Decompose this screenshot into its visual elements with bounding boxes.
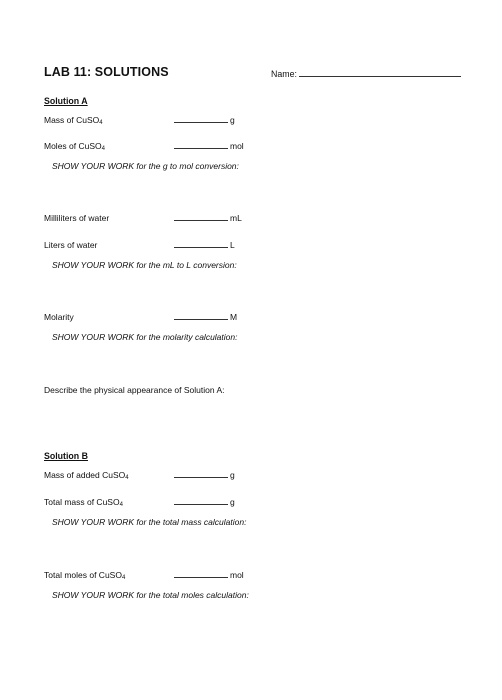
mass-cuso4-label: Mass of CuSO4 bbox=[44, 115, 103, 126]
work-molarity-instruction: SHOW YOUR WORK for the molarity calculation: bbox=[52, 332, 238, 342]
name-field[interactable] bbox=[271, 68, 461, 79]
work-total-moles-instruction: SHOW YOUR WORK for the total moles calculation: bbox=[52, 590, 249, 600]
molarity-blank[interactable] bbox=[174, 311, 228, 320]
molarity-label: Molarity bbox=[44, 312, 74, 322]
liters-water-label: Liters of water bbox=[44, 240, 98, 250]
molarity-unit: M bbox=[230, 312, 238, 322]
total-moles-cuso4-unit: mol bbox=[230, 570, 244, 580]
total-moles-cuso4-label: Total moles of CuSO4 bbox=[44, 570, 126, 581]
mass-cuso4-blank[interactable] bbox=[174, 114, 228, 123]
name-label: Name: bbox=[271, 69, 297, 79]
ml-water-label: Milliliters of water bbox=[44, 213, 110, 223]
describe-solution-a-prompt: Describe the physical appearance of Solution A: bbox=[44, 385, 225, 395]
mass-cuso4-unit: g bbox=[230, 115, 235, 125]
page-title: LAB 11: SOLUTIONS bbox=[44, 65, 169, 79]
ml-water-blank[interactable] bbox=[174, 212, 228, 221]
liters-water-blank[interactable] bbox=[174, 239, 228, 248]
added-mass-cuso4-label: Mass of added CuSO4 bbox=[44, 470, 129, 481]
moles-cuso4-unit: mol bbox=[230, 141, 244, 151]
moles-cuso4-label: Moles of CuSO4 bbox=[44, 141, 105, 152]
work-g-to-mol-instruction: SHOW YOUR WORK for the g to mol conversion: bbox=[52, 161, 239, 171]
work-ml-to-l-instruction: SHOW YOUR WORK for the mL to L conversion: bbox=[52, 260, 237, 270]
ml-water-unit: mL bbox=[230, 213, 242, 223]
moles-cuso4-blank[interactable] bbox=[174, 140, 228, 149]
total-mass-cuso4-unit: g bbox=[230, 497, 235, 507]
total-mass-cuso4-label: Total mass of CuSO4 bbox=[44, 497, 123, 508]
name-blank[interactable] bbox=[299, 68, 461, 77]
total-mass-cuso4-blank[interactable] bbox=[174, 496, 228, 505]
liters-water-unit: L bbox=[230, 240, 235, 250]
added-mass-cuso4-blank[interactable] bbox=[174, 469, 228, 478]
solution-a-heading: Solution A bbox=[44, 96, 88, 106]
total-moles-cuso4-blank[interactable] bbox=[174, 569, 228, 578]
solution-b-heading: Solution B bbox=[44, 451, 88, 461]
work-total-mass-instruction: SHOW YOUR WORK for the total mass calculation: bbox=[52, 517, 247, 527]
added-mass-cuso4-unit: g bbox=[230, 470, 235, 480]
